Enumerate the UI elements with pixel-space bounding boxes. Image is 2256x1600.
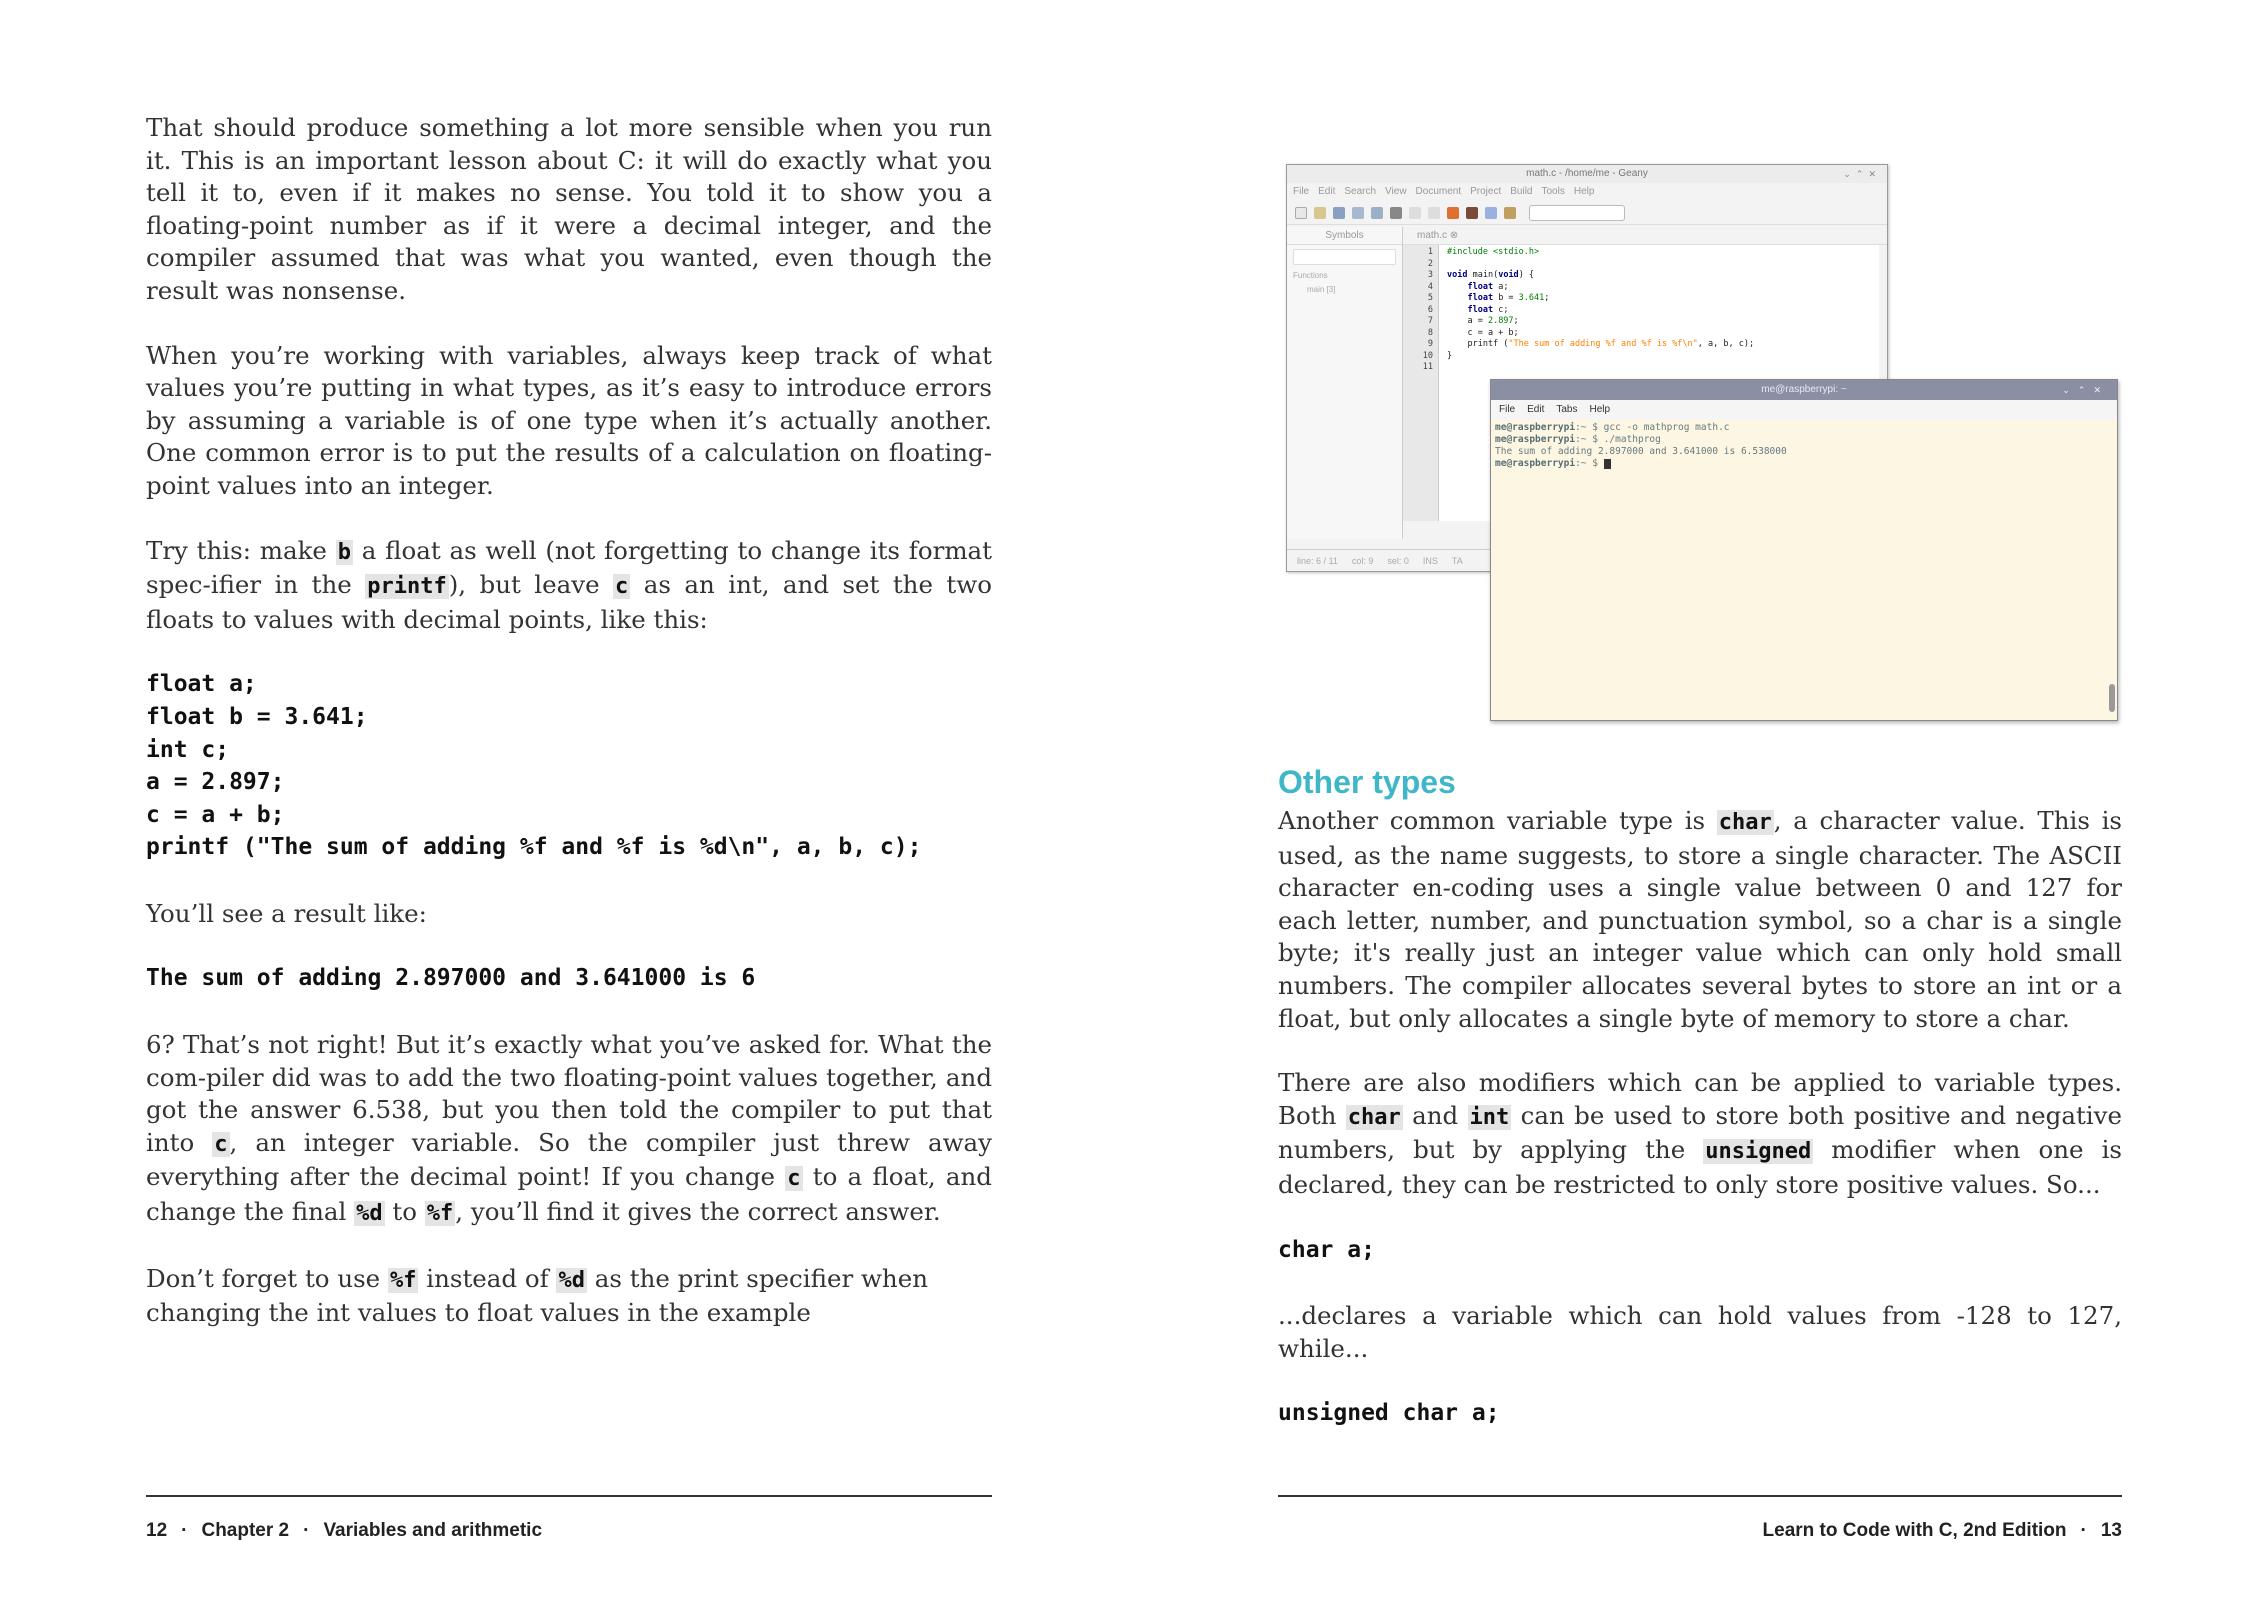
text-run: Try this: make xyxy=(146,535,336,565)
menu-build: Build xyxy=(1510,186,1533,197)
status-col: col: 9 xyxy=(1351,556,1374,566)
inline-code: c xyxy=(214,1131,228,1157)
build-icon xyxy=(1466,207,1478,219)
code-char-a: char a; xyxy=(1278,1236,1375,1263)
text-run: Don’t forget to use xyxy=(146,1263,388,1293)
code-line: 4 float a; xyxy=(1427,281,1509,292)
menu-help: Help xyxy=(1573,186,1595,197)
menu-tabs: Tabs xyxy=(1556,404,1578,415)
terminal-window-screenshot xyxy=(1490,379,2118,721)
geany-title: math.c - /home/me - Geany xyxy=(1526,168,1648,179)
open-folder-icon xyxy=(1314,207,1326,219)
code-result-output: The sum of adding 2.897000 and 3.641000 is 6 xyxy=(146,965,756,992)
color-chooser-icon xyxy=(1504,207,1516,219)
menu-project: Project xyxy=(1470,186,1502,197)
code-line: 3 void main(void) { xyxy=(1427,270,1535,280)
code-line: 9 printf ("The sum of adding %f and %f is %f\n", a, b, c); xyxy=(1427,339,1755,349)
close-file-icon xyxy=(1390,207,1402,219)
paragraph-char-type xyxy=(1278,805,2122,1035)
code-line: 8 c = a + b; xyxy=(1427,327,1519,338)
paragraph-sensible: That should produce something a lot more sensible when you run it. This is an important lesson about C: it will do exactly what you tell it to, even if it makes no sense. You told it to show you a floating-point number as if it were a decimal integer, and the compiler assumed that was what you wanted, even though the result was nonsense. xyxy=(146,113,992,305)
new-file-icon xyxy=(1295,207,1307,219)
geany-sidebar xyxy=(1287,227,1403,539)
right-footer xyxy=(1763,1520,2122,1542)
paragraph-try-this xyxy=(146,535,992,637)
text-run: a float as well (not forgetting to change its format spec-ifier in the xyxy=(146,535,993,600)
command-text: :~ $ xyxy=(1575,458,1604,469)
menu-tools: Tools xyxy=(1541,186,1565,197)
inline-code: c xyxy=(787,1166,801,1192)
terminal-line xyxy=(1495,422,2113,434)
code-line: 7 a = 2.897; xyxy=(1427,316,1519,326)
tab-math-c: math.c xyxy=(1417,230,1448,241)
scrollbar-thumb xyxy=(2109,684,2115,712)
menu-document: Document xyxy=(1415,186,1462,197)
window-controls-icon: ⌄⌃✕ xyxy=(2062,385,2109,395)
code-unsigned-char-a: unsigned char a; xyxy=(1278,1400,1500,1427)
paragraph-result-intro: You’ll see a result like: xyxy=(146,898,427,928)
text-run: modifier when one is declared, they can be restricted to only store positive values. So... xyxy=(1278,1135,2123,1199)
forward-icon xyxy=(1428,207,1440,219)
menu-search: Search xyxy=(1344,186,1377,197)
code-line: 6 float c; xyxy=(1427,304,1509,315)
prompt: me@raspberrypi xyxy=(1495,434,1576,445)
cursor-icon xyxy=(1604,459,1611,469)
section-heading: Other types xyxy=(1278,764,1456,800)
text-run: as an int, and set the two floats to values with decimal points, like this: xyxy=(146,570,992,634)
inline-code: %d xyxy=(356,1201,383,1227)
right-page xyxy=(1128,0,2256,1600)
terminal-title: me@raspberrypi: ~ xyxy=(1761,384,1847,395)
tree-main: main [3] xyxy=(1307,285,1336,294)
inline-code: c xyxy=(615,574,629,600)
paragraph-reminder xyxy=(146,1263,992,1330)
paragraph-declares: ...declares a variable which can hold values from -128 to 127, while... xyxy=(1278,1301,2122,1363)
footer-rule xyxy=(1278,1495,2122,1497)
page-number: 12 xyxy=(146,1520,168,1541)
inline-code: int xyxy=(1469,1104,1510,1130)
back-icon xyxy=(1409,207,1421,219)
text-run: , a character value. This is used, as the name suggests, to store a single character. The ASCII character en-coding uses a single value between 0 and 127 for each letter, number, and punctuation symbol, so a char is a single byte; it's really just an integer value which can only hold small numbers. The compiler allocates several bytes to store an int or a float, but only allocates a single byte of memory to store a char. xyxy=(1278,806,2123,1033)
book-title: Learn to Code with C, 2nd Edition xyxy=(1762,1520,2067,1541)
code-line: 5 float b = 3.641; xyxy=(1427,293,1550,303)
prompt: me@raspberrypi xyxy=(1495,458,1576,469)
symbols-search-input xyxy=(1293,249,1396,265)
code-line: 11 xyxy=(1422,362,1433,372)
text-run: Another common variable type is xyxy=(1278,806,1717,835)
left-footer xyxy=(146,1520,542,1542)
separator-dot: · xyxy=(303,1520,310,1541)
text-run: There are also modifiers which can be applied to variable types. Both xyxy=(1278,1068,2122,1130)
code-line: 10 } xyxy=(1422,350,1453,361)
terminal-titlebar xyxy=(1491,380,2117,400)
text-run: and xyxy=(1402,1100,1468,1130)
inline-code: %f xyxy=(389,1267,417,1293)
code-block-floats: float a; float b = 3.641; int c; a = 2.897; c = a + b; printf ("The sum of adding %f and %f is %d\n", a, b, c); xyxy=(146,671,922,861)
compile-icon xyxy=(1447,207,1459,219)
inline-code: printf xyxy=(367,574,447,600)
status-line: line: 6 / 11 xyxy=(1297,556,1338,566)
toolbar-search-input xyxy=(1529,205,1625,221)
window-controls-icon: ⌄⌃✕ xyxy=(1843,169,1881,179)
inline-code: b xyxy=(337,539,351,565)
geany-menubar xyxy=(1287,183,1887,201)
text-run: can be used to store both positive and negative numbers, but by applying the xyxy=(1278,1100,2122,1165)
chapter-title: Variables and arithmetic xyxy=(323,1520,543,1541)
code-line: 2 xyxy=(1427,258,1433,269)
prompt: me@raspberrypi xyxy=(1495,422,1576,433)
paragraph-variables-tracking: When you’re working with variables, always keep track of what values you’re putting in what types, as it’s easy to introduce errors by assuming a variable is of one type when it’s actually another. One common error is to put the results of a calculation on floating-point values into an integer. xyxy=(146,340,992,500)
tab-symbols: Symbols xyxy=(1287,227,1402,245)
separator-dot: · xyxy=(2080,1520,2087,1541)
menu-file: File xyxy=(1293,186,1310,197)
save-all-icon xyxy=(1352,207,1364,219)
text-run: , you’ll find it gives the correct answer. xyxy=(455,1197,941,1227)
geany-titlebar xyxy=(1287,165,1887,183)
tree-functions: Functions xyxy=(1293,271,1328,280)
reload-icon xyxy=(1371,207,1383,219)
menu-view: View xyxy=(1385,186,1407,197)
geany-editor-tabs: math.c ⊗ xyxy=(1403,227,1887,245)
chapter-label: Chapter 2 xyxy=(201,1520,290,1541)
page-number: 13 xyxy=(2100,1520,2122,1541)
paragraph-explanation xyxy=(146,1029,992,1231)
status-tab: TA xyxy=(1451,556,1463,566)
inline-code: %f xyxy=(426,1201,454,1227)
left-body-column xyxy=(146,112,992,1362)
command-text: :~ $ ./mathprog xyxy=(1575,434,1661,445)
paragraph-modifiers xyxy=(1278,1067,2122,1201)
inline-code: %d xyxy=(558,1267,585,1293)
terminal-output xyxy=(1491,420,2117,472)
status-mode: INS xyxy=(1422,556,1438,566)
text-run: , an integer variable. So the compiler just threw away everything after the decimal point! If you change xyxy=(146,1127,992,1192)
right-body-column xyxy=(1278,805,2122,1464)
text-run: to xyxy=(384,1197,425,1227)
terminal-menubar xyxy=(1491,400,2117,420)
separator-dot: · xyxy=(181,1520,188,1541)
geany-toolbar xyxy=(1287,201,1887,225)
menu-edit: Edit xyxy=(1527,404,1545,415)
terminal-line: The sum of adding 2.897000 and 3.641000 is 6.538000 xyxy=(1495,446,1787,457)
inline-code: unsigned xyxy=(1705,1139,1812,1165)
save-icon xyxy=(1333,207,1345,219)
menu-file: File xyxy=(1499,404,1516,415)
inline-code: char xyxy=(1347,1104,1401,1130)
text-run: 6? That’s not right! But it’s exactly what you’ve asked for. What the com-piler did was to add the two floating-point values together, and got the answer 6.538, but you then told the compiler to put that into xyxy=(146,1030,992,1157)
terminal-line xyxy=(1495,434,2113,446)
command-text: :~ $ gcc -o mathprog math.c xyxy=(1575,422,1730,433)
menu-help: Help xyxy=(1589,404,1611,415)
run-icon xyxy=(1485,207,1497,219)
text-run: to a float, and change the final xyxy=(146,1162,992,1227)
text-run: ), but leave xyxy=(448,570,614,600)
footer-rule xyxy=(146,1495,992,1497)
terminal-line xyxy=(1495,458,2113,470)
text-run: as the print specifier when changing the int values to float values in the example xyxy=(146,1263,928,1328)
text-run: instead of xyxy=(418,1263,557,1293)
inline-code: char xyxy=(1718,810,1772,835)
symbol-tree xyxy=(1287,269,1402,297)
code-line: 1 #include <stdio.h> xyxy=(1427,247,1540,257)
status-sel: sel: 0 xyxy=(1387,556,1409,566)
menu-edit: Edit xyxy=(1318,186,1336,197)
